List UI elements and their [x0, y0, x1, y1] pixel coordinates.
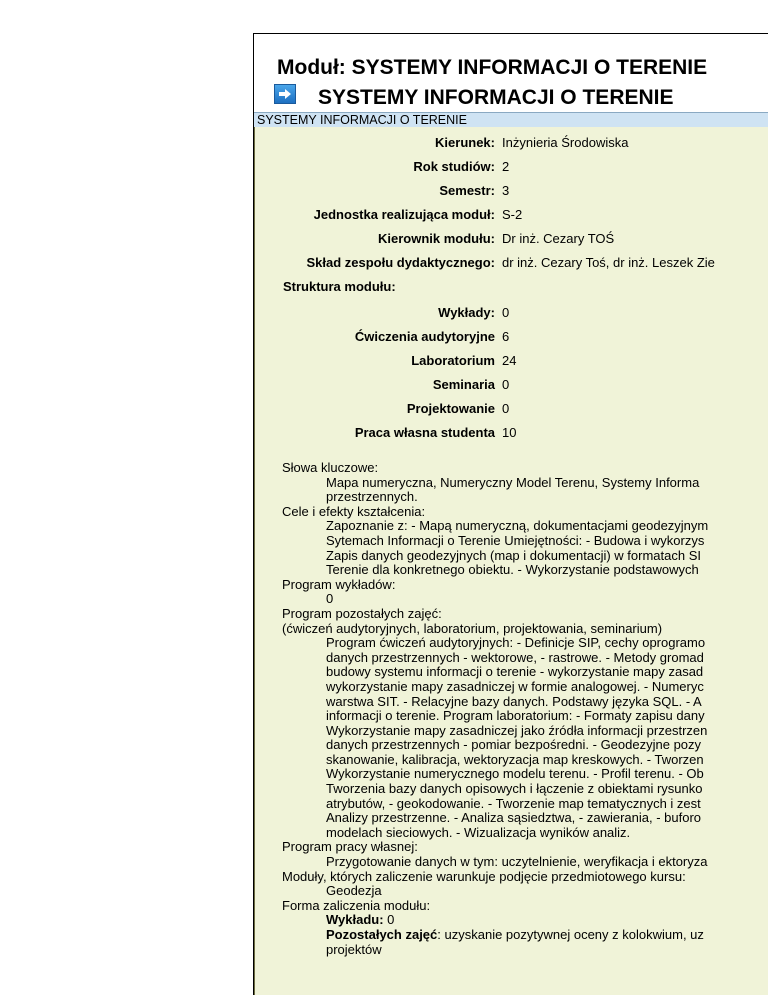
keywords-text: Mapa numeryczna, Numeryczny Model Terenu, Systemy Informa [326, 474, 700, 490]
lectures-text: 0 [326, 591, 334, 607]
structure-label: Laboratorium [411, 353, 495, 368]
keywords-text: przestrzennych. [326, 489, 418, 505]
info-value: 3 [502, 183, 510, 198]
goals-text: Sytemach Informacji o Terenie Umiejętności: - Budowa i wykorzys [326, 532, 705, 548]
lectures-heading: Program wykładów: [282, 576, 396, 592]
other-classes-text: Program ćwiczeń audytoryjnych: - Definicje SIP, cechy oprogramo [326, 635, 706, 651]
other-classes-text: Analizy przestrzenne. - Analiza sąsiedztwa, - zawierania, - buforo [326, 810, 702, 826]
section-header-bar: SYSTEMY INFORMACJI O TERENIE [254, 112, 768, 129]
info-value: 2 [502, 159, 510, 174]
info-label: Semestr: [439, 183, 495, 198]
own-work-heading: Program pracy własnej: [282, 839, 418, 855]
structure-value: 0 [502, 377, 510, 392]
assessment-heading: Forma zaliczenia modułu: [282, 897, 431, 913]
goals-text: Terenie dla konkretnego obiektu. - Wykorzystanie podstawowych [326, 562, 699, 578]
structure-value: 0 [502, 401, 510, 416]
own-work-text: Przygotowanie danych w tym: uczytelnienie, weryfikacja i ektoryza [326, 854, 708, 870]
keywords-heading: Słowa kluczowe: [282, 460, 379, 475]
other-classes-text: Tworzenia bazy danych opisowych i łączenie z obiektami rysunko [326, 781, 703, 797]
other-classes-text: wykorzystanie mapy zasadniczej w formie analogowej. - Numeryc [326, 678, 704, 694]
info-label: Kierownik modułu: [378, 231, 495, 246]
other-classes-text: warstwa SIT. - Relacyjne bazy danych. Podstawy języka SQL. - A [326, 693, 702, 709]
other-classes-text: Wykorzystanie numerycznego modelu terenu. - Profil terenu. - Ob [326, 766, 704, 782]
structure-value: 24 [502, 353, 517, 368]
info-value: S-2 [502, 207, 523, 222]
info-label: Jednostka realizująca moduł: [313, 207, 495, 222]
structure-value: 6 [502, 329, 510, 344]
goals-heading: Cele i efekty kształcenia: [282, 503, 426, 519]
assessment-other [282, 928, 768, 943]
structure-label: Wykłady: [438, 305, 495, 320]
assessment-lectures-label: Wykładu: [326, 912, 384, 928]
other-classes-text: informacji o terenie. Program laboratorium: - Formaty zapisu dany [326, 708, 705, 724]
module-description [282, 461, 768, 957]
assessment-lectures-value: 0 [383, 912, 395, 928]
structure-label: Seminaria [432, 377, 495, 392]
structure-value: 0 [502, 305, 510, 320]
module-title: Moduł: SYSTEMY INFORMACJI O TERENIE [277, 56, 708, 79]
arrow-right-icon[interactable] [274, 84, 296, 104]
prerequisites-heading: Moduły, których zaliczenie warunkuje podjęcie przedmiotowego kursu: [282, 868, 686, 884]
info-label: Rok studiów: [413, 159, 495, 174]
structure-label: Praca własna studenta [354, 425, 495, 440]
other-classes-subheading: (ćwiczeń audytoryjnych, laboratorium, projektowania, seminarium) [282, 620, 663, 636]
assessment-other-text: projektów [326, 941, 382, 957]
module-subtitle: SYSTEMY INFORMACJI O TERENIE [318, 86, 674, 109]
other-classes-text: budowy systemu informacji o terenie - wykorzystanie mapy zasad [326, 664, 704, 680]
module-page [253, 33, 768, 995]
structure-label: Ćwiczenia audytoryjne [354, 329, 495, 344]
goals-text: Zapoznanie z: - Mapą numeryczną, dokumentacjami geodezyjnym [326, 518, 709, 534]
info-value: Dr inż. Cezary TOŚ [502, 231, 615, 246]
structure-value: 10 [502, 425, 517, 440]
info-value: Inżynieria Środowiska [502, 135, 629, 150]
assessment-lectures [282, 913, 768, 928]
other-classes-text: modelach sieciowych. - Wizualizacja wyników analiz. [326, 824, 631, 840]
other-classes-heading: Program pozostałych zajęć: [282, 605, 442, 621]
other-classes-text: Wykorzystanie mapy zasadniczej jako źródła informacji przestrzen [326, 722, 708, 738]
assessment-other-value: : uzyskanie pozytywnej oceny z kolokwium, uz [437, 927, 704, 942]
info-value: dr inż. Cezary Toś, dr inż. Leszek Zie [502, 255, 715, 270]
other-classes-text: skanowanie, kalibracja, wektoryzacja map kreskowych. - Tworzen [326, 751, 704, 767]
info-label: Skład zespołu dydaktycznego: [306, 255, 495, 270]
assessment-other-label: Pozostałych zajęć [326, 927, 438, 942]
other-classes-text: danych przestrzennych - wektorowe, - rastrowe. - Metody gromad [326, 649, 704, 665]
info-label: Kierunek: [435, 135, 495, 150]
other-classes-text: atrybutów, - geokodowanie. - Tworzenie map tematycznych i zest [326, 795, 701, 811]
goals-text: Zapis danych geodezyjnych (map i dokumentacji) w formatach SI [326, 547, 702, 563]
structure-label: Projektowanie [406, 401, 495, 416]
prerequisites-text: Geodezja [326, 883, 382, 899]
structure-heading: Struktura modułu: [283, 279, 396, 294]
other-classes-text: danych przestrzennych - pomiar bezpośredni. - Geodezyjne pozy [326, 737, 702, 753]
